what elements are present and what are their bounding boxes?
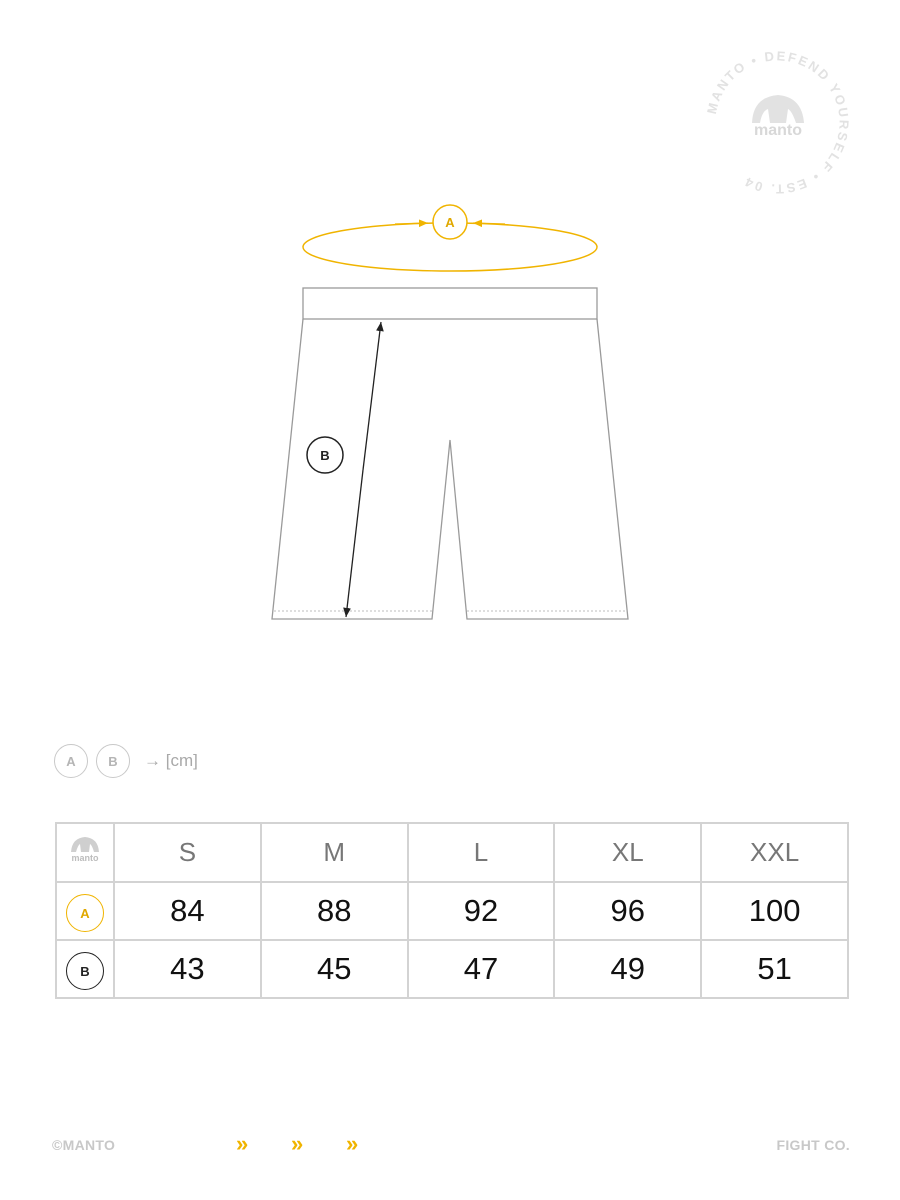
table-row-a [56, 882, 848, 940]
size-header-xxl: XXL [701, 823, 848, 882]
size-header-s: S [114, 823, 261, 882]
row-b-value-s: 43 [114, 940, 261, 998]
label-b-text: B [320, 448, 330, 463]
row-a-value-s: 84 [114, 882, 261, 940]
row-b-value-l: 47 [408, 940, 555, 998]
stamp-logo-text: manto [754, 122, 802, 139]
legend-circle-a: A [54, 744, 88, 778]
footer-copyright: ©MANTO [52, 1137, 116, 1153]
row-a-value-xl: 96 [554, 882, 701, 940]
chevron-right-icon: » [291, 1131, 304, 1156]
header-logo-text: manto [71, 853, 99, 863]
legend-circle-b: B [96, 744, 130, 778]
row-a-value-l: 92 [408, 882, 555, 940]
table-row-b [56, 940, 848, 998]
size-chart-table [55, 822, 849, 999]
row-a-label-cell [56, 882, 114, 940]
row-b-circle: B [66, 952, 104, 990]
row-a-circle: A [66, 894, 104, 932]
stamp-ring-text: MANTO • DEFEND YOURSELF • EST. 04 [703, 48, 852, 197]
manto-logo-icon [66, 835, 104, 863]
table-header-logo-cell [56, 823, 114, 882]
label-a-text: A [445, 215, 455, 230]
chevron-right-icon: » [346, 1131, 359, 1156]
row-b-value-xl: 49 [554, 940, 701, 998]
row-a-value-xxl: 100 [701, 882, 848, 940]
footer-brand: FIGHT CO. [776, 1137, 850, 1153]
size-header-l: L [408, 823, 555, 882]
legend-unit: → [cm] [144, 751, 198, 770]
size-header-xl: XL [554, 823, 701, 882]
measurement-legend [54, 742, 198, 780]
shorts-waistband [303, 288, 597, 319]
size-header-m: M [261, 823, 408, 882]
table-header-row [56, 823, 848, 882]
length-arrow-top [363, 322, 381, 470]
length-arrow-bottom [346, 470, 363, 617]
row-b-value-xxl: 51 [701, 940, 848, 998]
chevron-right-icon: » [236, 1131, 249, 1156]
row-b-value-m: 45 [261, 940, 408, 998]
row-a-value-m: 88 [261, 882, 408, 940]
row-b-label-cell [56, 940, 114, 998]
